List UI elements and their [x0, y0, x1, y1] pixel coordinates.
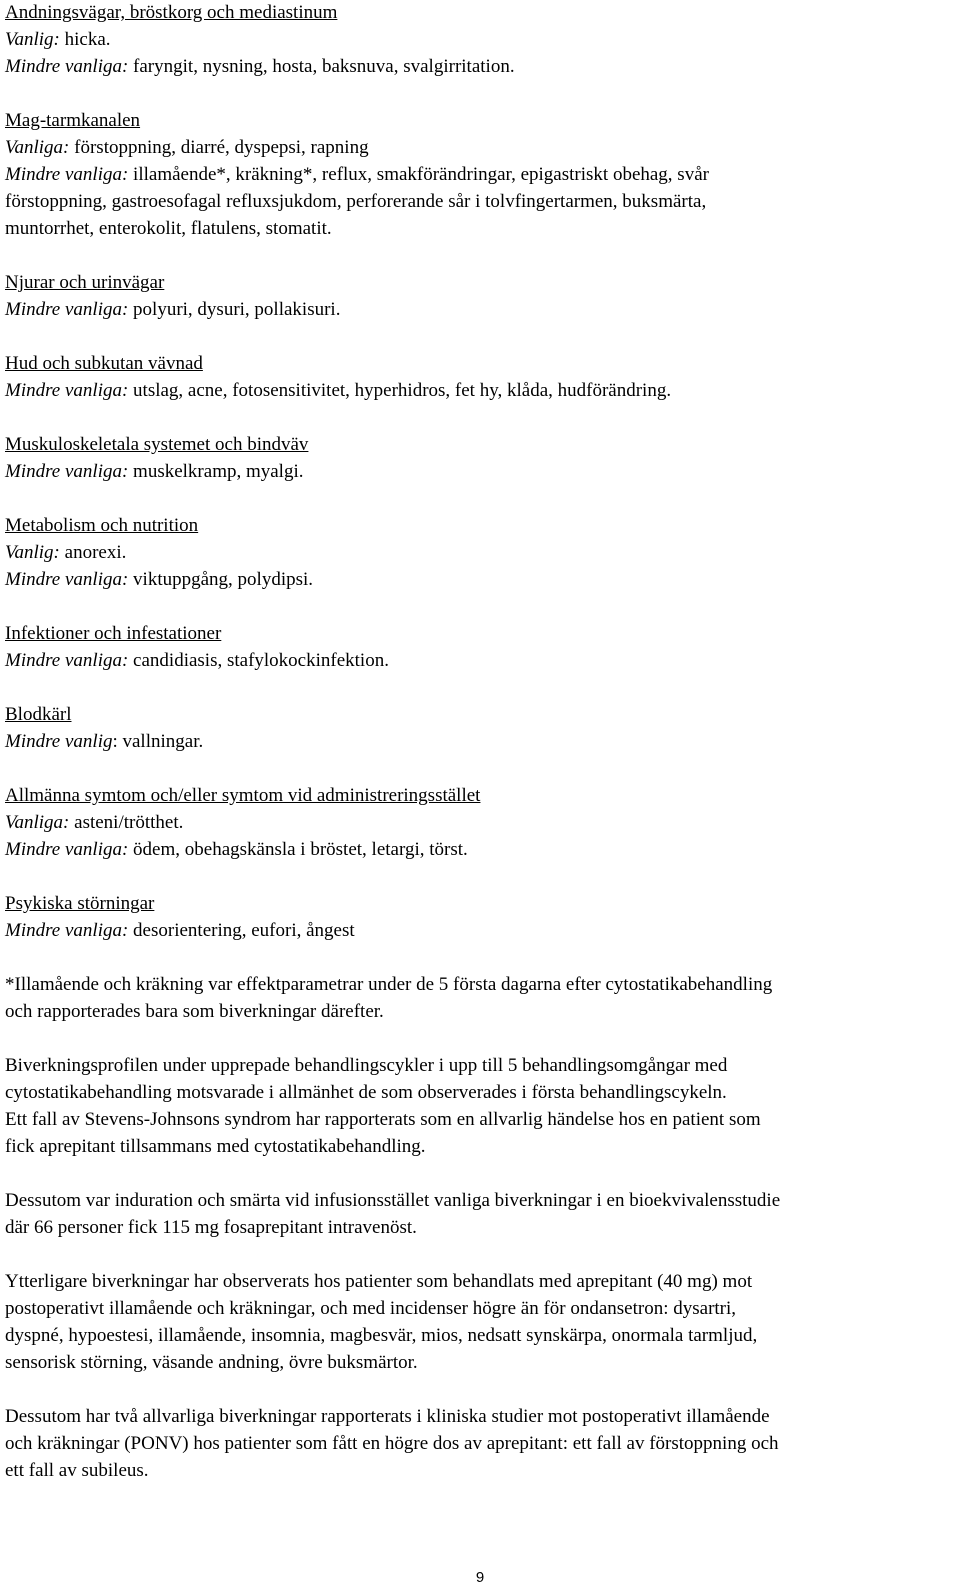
frequency-uncommon-general: [5, 836, 957, 863]
adverse-effects-text: muskelkramp, myalgi.: [128, 461, 304, 482]
frequency-common-gastro: [5, 134, 957, 161]
adverse-effects-text: polyuri, dysuri, pollakisuri.: [128, 299, 341, 320]
spacer: [5, 1241, 957, 1268]
adverse-effects-text: desorientering, eufori, ångest: [128, 920, 355, 941]
frequency-common-respiratory: [5, 26, 957, 53]
frequency-common-general: [5, 809, 957, 836]
paragraph-line: där 66 personer fick 115 mg fosaprepitant intravenöst.: [5, 1217, 417, 1238]
spacer: [5, 404, 957, 431]
paragraph-line: Ytterligare biverkningar har observerats hos patienter som behandlats med aprepitant (40 mg) mot: [5, 1271, 753, 1292]
frequency-label: Mindre vanliga:: [5, 164, 129, 185]
footnote-line: *Illamående och kräkning var effektparametrar under de 5 första dagarna efter cytostatikabehandling: [5, 974, 773, 995]
paragraph-line: ett fall av subileus.: [5, 1460, 149, 1481]
spacer: [5, 944, 957, 971]
frequency-label: Mindre vanliga:: [5, 461, 129, 482]
frequency-label: Vanlig:: [5, 29, 60, 50]
spacer: [5, 674, 957, 701]
frequency-uncommon-infections: [5, 647, 957, 674]
adverse-effects-text: hicka.: [59, 29, 111, 50]
frequency-label: Mindre vanliga:: [5, 380, 129, 401]
frequency-uncommon-psychiatric: [5, 917, 957, 944]
frequency-uncommon-respiratory: [5, 53, 957, 80]
adverse-effects-continuation: förstoppning, gastroesofagal refluxsjukdom, perforerande sår i tolvfingertarmen, buksmärta,: [5, 191, 707, 212]
frequency-label: Mindre vanliga:: [5, 650, 129, 671]
paragraph-line: Ett fall av Stevens-Johnsons syndrom har rapporterats som en allvarlig händelse hos en patient som: [5, 1109, 761, 1130]
paragraph-line: cytostatikabehandling motsvarade i allmänhet de som observerades i första behandlingscykeln.: [5, 1082, 727, 1103]
frequency-label: Vanlig:: [5, 542, 60, 563]
section-heading-infections: Infektioner och infestationer: [5, 623, 222, 644]
spacer: [5, 1025, 957, 1052]
frequency-label: Mindre vanlig: [5, 731, 113, 752]
frequency-uncommon-vascular: [5, 728, 957, 755]
frequency-uncommon-renal: [5, 296, 957, 323]
adverse-effects-text: : vallningar.: [112, 731, 204, 752]
spacer: [5, 1160, 957, 1187]
section-heading-renal: Njurar och urinvägar: [5, 272, 165, 293]
section-heading-vascular: Blodkärl: [5, 704, 72, 725]
frequency-uncommon-musculoskeletal: [5, 458, 957, 485]
paragraph-line: fick aprepitant tillsammans med cytostatikabehandling.: [5, 1136, 426, 1157]
adverse-effects-text: illamående*, kräkning*, reflux, smakförändringar, epigastriskt obehag, svår: [128, 164, 709, 185]
spacer: [5, 242, 957, 269]
paragraph-line: Dessutom har två allvarliga biverkningar rapporterats i kliniska studier mot postoperativt illamående: [5, 1406, 770, 1427]
frequency-common-metabolism: [5, 539, 957, 566]
adverse-effects-text: förstoppning, diarré, dyspepsi, rapning: [69, 137, 369, 158]
frequency-uncommon-metabolism: [5, 566, 957, 593]
document-body: [5, 0, 957, 1484]
adverse-effects-text: ödem, obehagskänsla i bröstet, letargi, törst.: [128, 839, 468, 860]
frequency-label: Vanliga:: [5, 812, 70, 833]
frequency-uncommon-gastro: [5, 161, 957, 188]
frequency-label: Mindre vanliga:: [5, 299, 129, 320]
paragraph-line: och kräkningar (PONV) hos patienter som fått en högre dos av aprepitant: ett fall av förstoppning och: [5, 1433, 779, 1454]
page-number: 9: [475, 1569, 485, 1586]
spacer: [5, 863, 957, 890]
section-heading-metabolism: Metabolism och nutrition: [5, 515, 199, 536]
section-heading-gastro: Mag-tarmkanalen: [5, 110, 141, 131]
frequency-label: Mindre vanliga:: [5, 920, 129, 941]
spacer: [5, 485, 957, 512]
adverse-effects-text: anorexi.: [59, 542, 127, 563]
frequency-label: Mindre vanliga:: [5, 839, 129, 860]
section-heading-skin: Hud och subkutan vävnad: [5, 353, 203, 374]
adverse-effects-text: asteni/trötthet.: [69, 812, 184, 833]
section-heading-psychiatric: Psykiska störningar: [5, 893, 155, 914]
paragraph-line: postoperativt illamående och kräkningar, och med incidenser högre än för ondansetron: dysartri,: [5, 1298, 737, 1319]
footnote-line: och rapporterades bara som biverkningar därefter.: [5, 1001, 384, 1022]
frequency-label: Vanliga:: [5, 137, 70, 158]
spacer: [5, 593, 957, 620]
adverse-effects-text: candidiasis, stafylokockinfektion.: [128, 650, 389, 671]
frequency-label: Mindre vanliga:: [5, 56, 129, 77]
adverse-effects-text: faryngit, nysning, hosta, baksnuva, svalgirritation.: [128, 56, 515, 77]
adverse-effects-continuation: muntorrhet, enterokolit, flatulens, stomatit.: [5, 218, 332, 239]
paragraph-line: Biverkningsprofilen under upprepade behandlingscykler i upp till 5 behandlingsomgångar med: [5, 1055, 728, 1076]
section-heading-respiratory: Andningsvägar, bröstkorg och mediastinum: [5, 2, 338, 23]
spacer: [5, 323, 957, 350]
section-heading-musculoskeletal: Muskuloskeletala systemet och bindväv: [5, 434, 309, 455]
adverse-effects-text: utslag, acne, fotosensitivitet, hyperhidros, fet hy, klåda, hudförändring.: [128, 380, 672, 401]
adverse-effects-text: viktuppgång, polydipsi.: [128, 569, 314, 590]
spacer: [5, 1376, 957, 1403]
frequency-label: Mindre vanliga:: [5, 569, 129, 590]
paragraph-line: sensorisk störning, väsande andning, övre buksmärtor.: [5, 1352, 418, 1373]
paragraph-line: dyspné, hypoestesi, illamående, insomnia, magbesvär, mios, nedsatt synskärpa, onormala tarmljud,: [5, 1325, 758, 1346]
section-heading-general: Allmänna symtom och/eller symtom vid administreringsstället: [5, 785, 481, 806]
spacer: [5, 755, 957, 782]
paragraph-line: Dessutom var induration och smärta vid infusionsstället vanliga biverkningar i en bioekvivalensstudie: [5, 1190, 781, 1211]
spacer: [5, 80, 957, 107]
frequency-uncommon-skin: [5, 377, 957, 404]
